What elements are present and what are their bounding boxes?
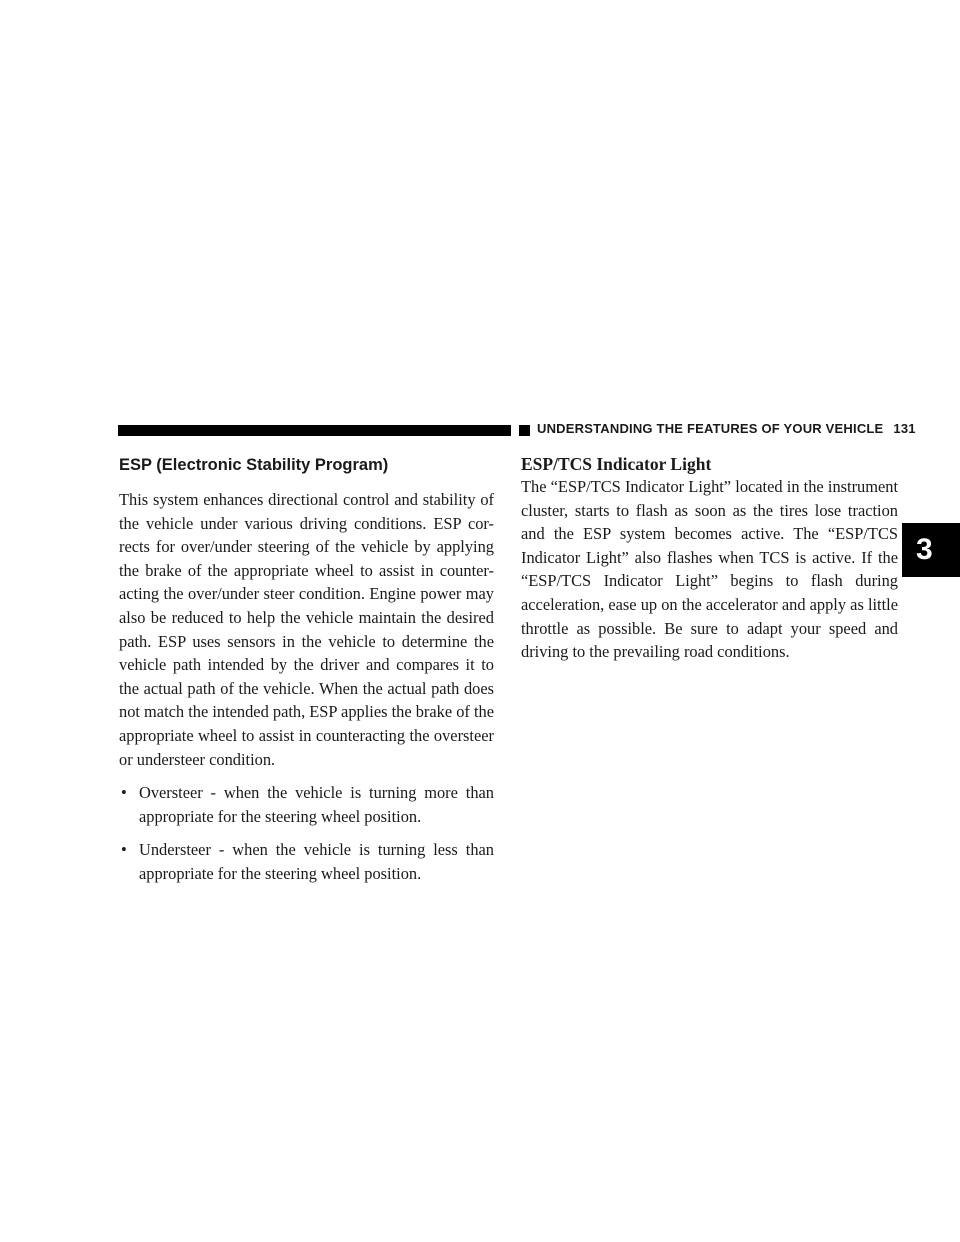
list-item — [119, 838, 494, 885]
running-header — [537, 421, 916, 436]
esp-paragraph: This system enhances directional control and stability of the vehicle under various driving conditions. ESP cor-rects for over/under steering of the vehicle by applying the brake of the appropriate wheel to assist in counter-acting the over/under steer condition. Engine power may also be reduced to help the vehicle maintain the desired path. ESP uses sensors in the vehicle to determine the vehicle path intended by the driver and compares it to the actual path of the vehicle. When the actual path does not match the intended path, ESP applies the brake of the appropriate wheel to assist in counteracting the oversteer or understeer condition. — [119, 490, 494, 769]
indicator-light-heading: ESP/TCS Indicator Light — [521, 454, 712, 474]
header-rule — [118, 425, 511, 436]
left-column — [119, 450, 494, 896]
bullet-icon: • — [121, 783, 127, 803]
esp-heading: ESP (Electronic Stability Program) — [119, 456, 389, 474]
header-rule-square — [519, 425, 530, 436]
list-item — [119, 781, 494, 828]
indicator-light-paragraph: The “ESP/TCS Indicator Light” located in the instrument cluster, starts to flash as soon as the tires lose traction and the ESP system becomes active. The “ESP/TCS Indicator Light” also flashes when TCS is active. If the “ESP/TCS Indicator Light” begins to flash during acceleration, ease up on the accelerator and apply as little throttle as possible. Be sure to adapt your speed and driving to the prevailing road conditions. — [521, 477, 898, 662]
list-item-text: Oversteer - when the vehicle is turning more than appropriate for the steering wheel position. — [139, 783, 494, 826]
list-item-text: Understeer - when the vehicle is turning less than appropriate for the steering wheel position. — [139, 840, 494, 883]
section-title: UNDERSTANDING THE FEATURES OF YOUR VEHICLE — [537, 421, 884, 436]
page-number: 131 — [893, 421, 916, 436]
bullet-icon: • — [121, 840, 127, 860]
esp-bullet-list — [119, 781, 494, 885]
chapter-tab: 3 — [902, 523, 960, 577]
right-column — [521, 450, 898, 674]
